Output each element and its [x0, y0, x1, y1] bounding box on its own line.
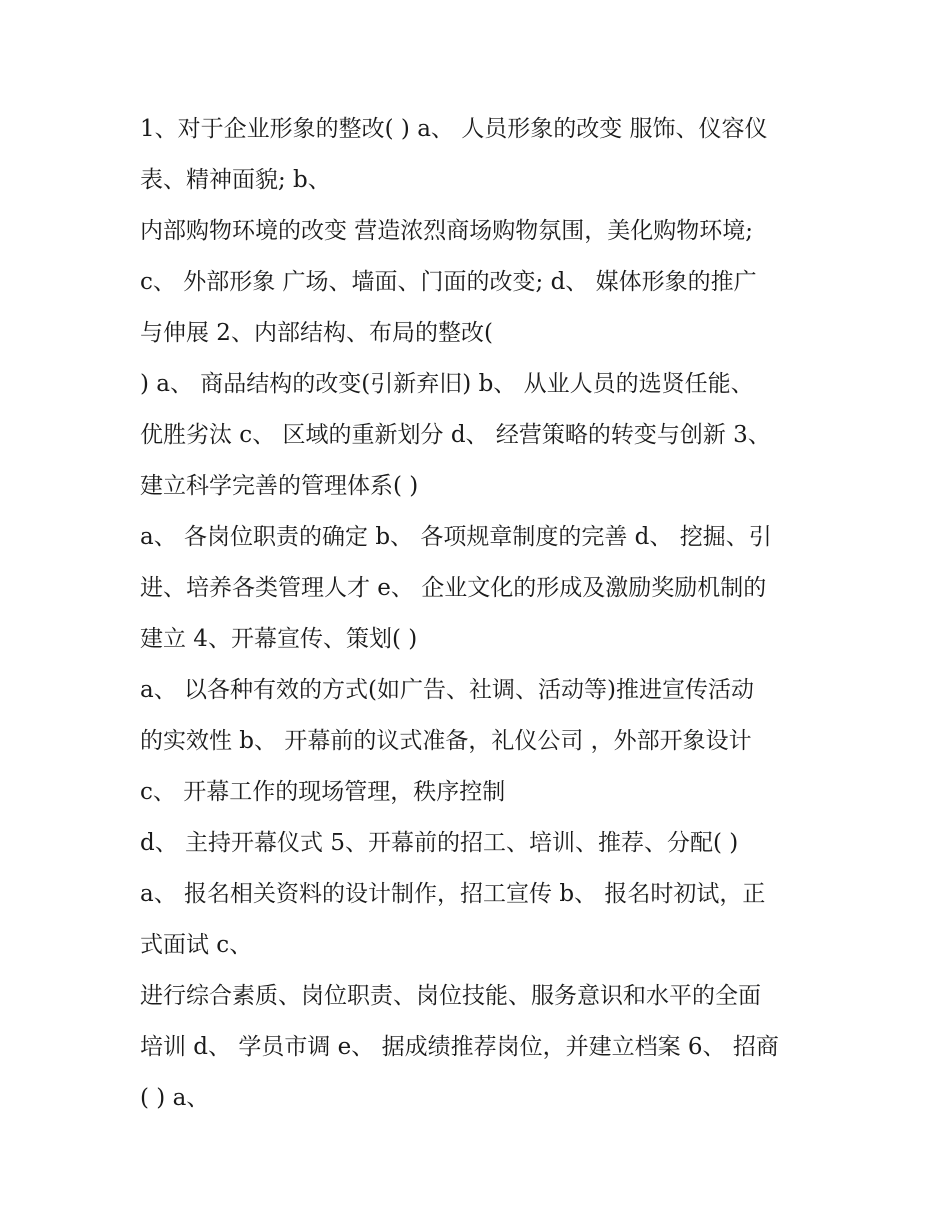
text-line: d、 主持开幕仪式 5、开幕前的招工、培训、推荐、分配( ) [140, 830, 739, 856]
text-line: 优胜劣汰 c、 区域的重新划分 d、 经营策略的转变与创新 3、 [140, 422, 771, 448]
text-line: c、 开幕工作的现场管理，秩序控制 [140, 779, 506, 805]
text-line: 表、精神面貌; b、 [140, 167, 331, 193]
text-line: ( ) a、 [140, 1085, 210, 1111]
text-line: 1、对于企业形象的整改( ) a、 人员形象的改变 服饰、仪容仪 [140, 116, 768, 142]
text-line: ) a、 商品结构的改变(引新弃旧) b、 从业人员的选贤任能、 [140, 371, 754, 397]
text-line: c、 外部形象 广场、墙面、门面的改变; d、 媒体形象的推广 [140, 269, 757, 295]
document-body [140, 104, 830, 1124]
text-line: 培训 d、 学员市调 e、 据成绩推荐岗位，并建立档案 6、 招商 [140, 1034, 779, 1060]
text-line: a、 以各种有效的方式(如广告、社调、活动等)推进宣传活动 [140, 677, 754, 703]
text-line: a、 报名相关资料的设计制作，招工宣传 b、 报名时初试，正 [140, 881, 766, 907]
text-line: 建立 4、开幕宣传、策划( ) [140, 626, 418, 652]
text-line: 内部购物环境的改变 营造浓烈商场购物氛围，美化购物环境; [140, 218, 754, 244]
text-line: a、 各岗位职责的确定 b、 各项规章制度的完善 d、 挖掘、引 [140, 524, 772, 550]
text-line: 进、培养各类管理人才 e、 企业文化的形成及激励奖励机制的 [140, 575, 767, 601]
text-line: 进行综合素质、岗位职责、岗位技能、服务意识和水平的全面 [140, 983, 761, 1009]
text-line: 建立科学完善的管理体系( ) [140, 473, 419, 499]
text-line: 与伸展 2、内部结构、布局的整改( [140, 320, 493, 346]
text-line: 的实效性 b、 开幕前的议式准备，礼仪公司 ，外部开象设计 [140, 728, 752, 754]
text-line: 式面试 c、 [140, 932, 253, 958]
